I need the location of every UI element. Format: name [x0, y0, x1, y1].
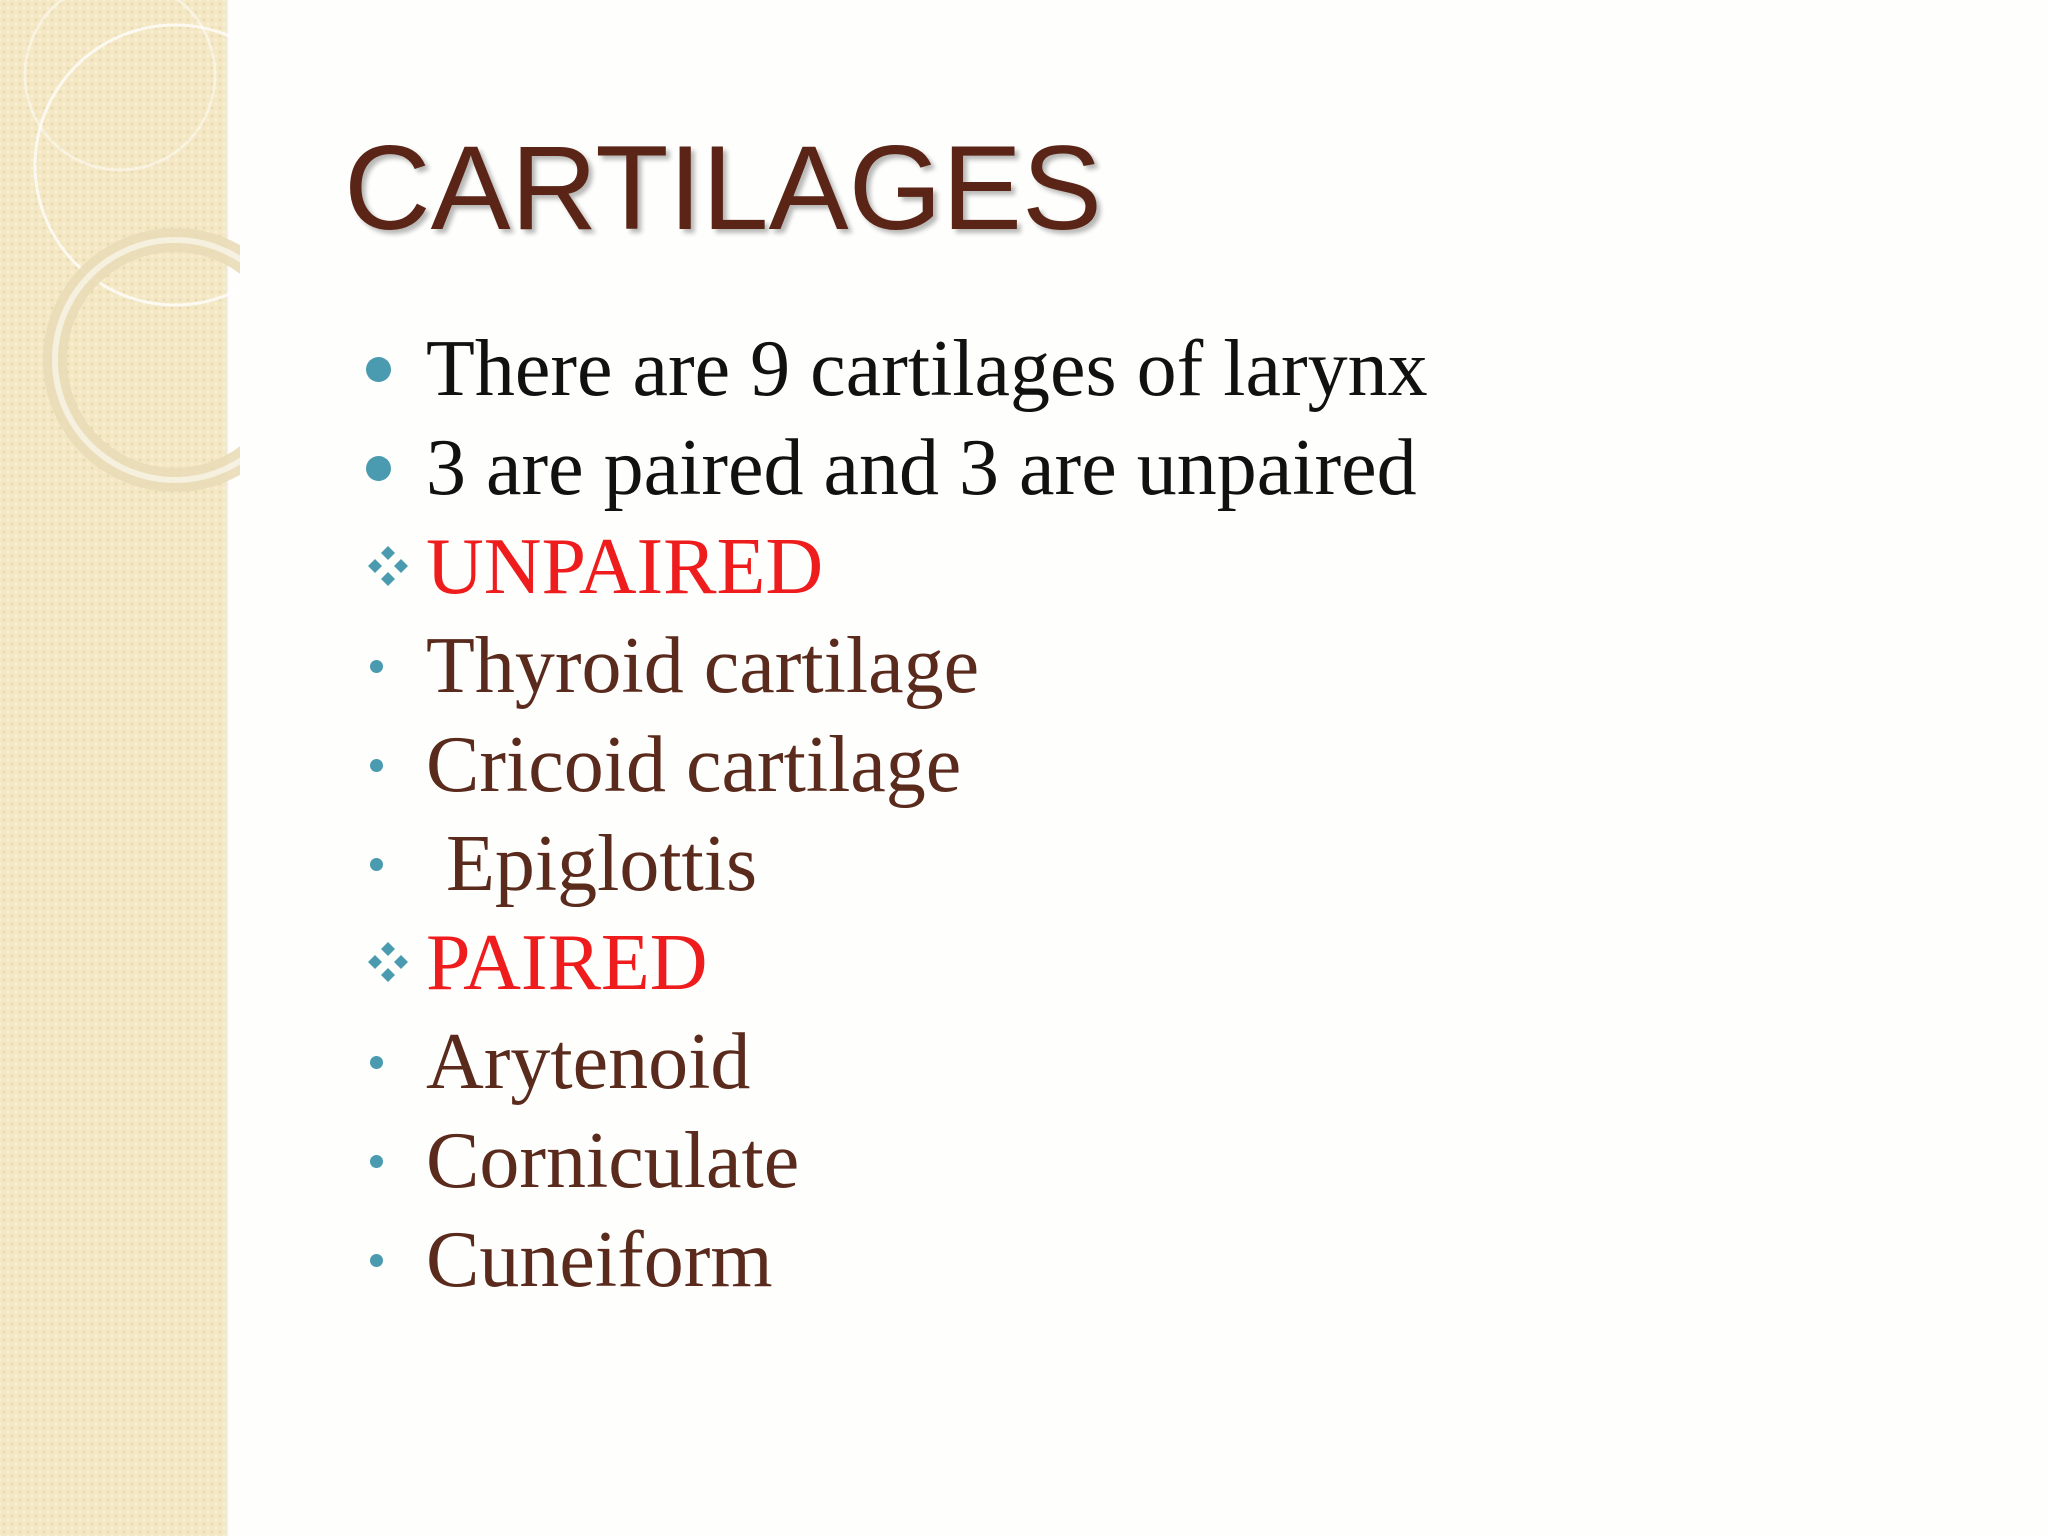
list-item-text: Thyroid cartilage [426, 622, 980, 710]
list-item [360, 1211, 2000, 1310]
section-heading-text: PAIRED [426, 919, 708, 1007]
list-item-text: There are 9 cartilages of larynx [426, 325, 1428, 413]
list-item [360, 716, 2000, 815]
side-panel-edge [226, 0, 229, 1536]
bullet-list [360, 320, 2000, 1310]
list-item [360, 320, 2000, 419]
diamond-cluster-bullet-icon [364, 542, 412, 590]
round-bullet-icon [366, 357, 391, 382]
list-item-text: Cricoid cartilage [426, 721, 962, 809]
list-item-text: Corniculate [426, 1117, 800, 1205]
list-item [360, 419, 2000, 518]
decorative-side-panel [0, 0, 226, 1536]
slide-title: CARTILAGES [344, 121, 1103, 255]
section-heading-text: UNPAIRED [426, 523, 824, 611]
dot-bullet-icon [370, 660, 383, 673]
list-item [360, 617, 2000, 716]
round-bullet-icon [366, 456, 391, 481]
dot-bullet-icon [370, 1056, 383, 1069]
list-item-text: 3 are paired and 3 are unpaired [426, 424, 1417, 512]
list-item-text: Cuneiform [426, 1216, 773, 1304]
section-heading-paired [360, 914, 2000, 1013]
dot-bullet-icon [370, 1254, 383, 1267]
list-item-text: Epiglottis [446, 820, 758, 908]
list-item [360, 1112, 2000, 1211]
list-item [360, 815, 2000, 914]
diamond-cluster-bullet-icon [364, 938, 412, 986]
dot-bullet-icon [370, 858, 383, 871]
dot-bullet-icon [370, 1155, 383, 1168]
section-heading-unpaired [360, 518, 2000, 617]
dot-bullet-icon [370, 759, 383, 772]
list-item-text: Arytenoid [426, 1018, 751, 1106]
list-item [360, 1013, 2000, 1112]
